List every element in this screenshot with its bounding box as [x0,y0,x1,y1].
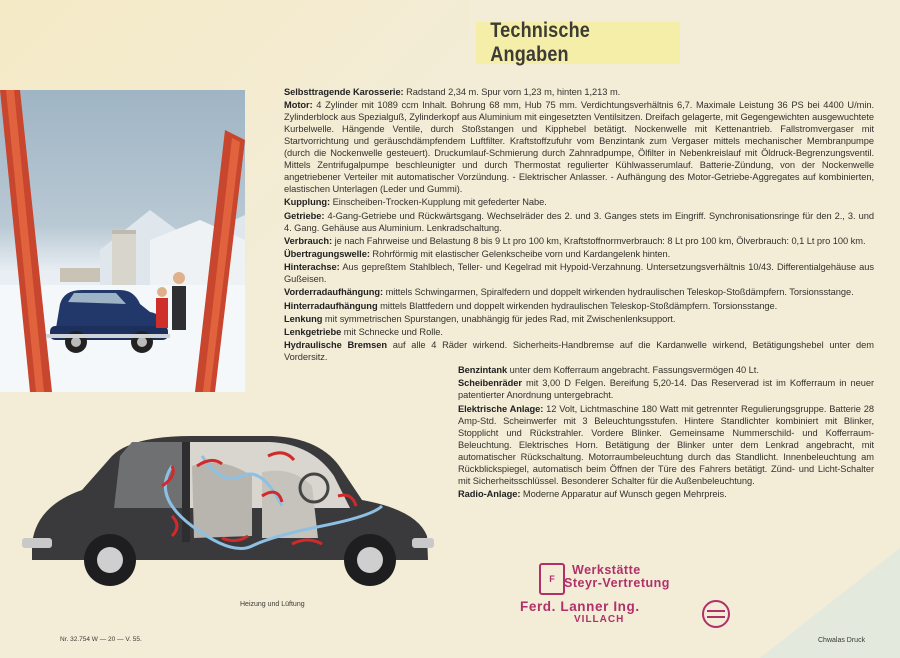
printer-credit: Chwalas Druck [818,637,866,644]
spec-verbrauch: Verbrauch: je nach Fahrweise und Belastung 8 bis 9 Lt pro 100 km, Kraftstoffnormverbrauch: 8 Lt pro 100 km, Ölverbrauch: 0,1 Lt pro 100 km. [284,235,866,246]
spec-bremsen: Hydraulische Bremsen auf alle 4 Räder wirkend. Sicherheits-Handbremse auf die Kardanwelle wirkend, Betätigungshebel unter dem Vordersitz. [284,340,874,363]
winter-scene-illustration [0,90,245,392]
car-cutaway-drawing [22,426,442,596]
dealer-city: VILLACH [574,614,625,625]
spec-lenkgetriebe: Lenkgetriebe mit Schnecke und Rolle. [284,326,443,337]
spec-scheibenraeder: Scheibenräder mit 3,00 D Felgen. Bereifung 5,20-14. Das Reserverad ist im Kofferraum in neuer patentierter Anordnung untergebracht. [458,378,874,401]
title-box [476,19,680,66]
spec-radio: Radio-Anlage: Moderne Apparatur auf Wunsch gegen Mehrpreis. [458,488,727,499]
winter-scene-photo [0,90,245,392]
spec-kupplung: Kupplung: Einscheiben-Trocken-Kupplung mit gefederter Nabe. [284,197,547,208]
dealer-name: Ferd. Lanner Ing. [520,599,640,614]
fiat-badge-icon: F [539,563,565,595]
spec-elektrische-anlage: Elektrische Anlage: 12 Volt, Lichtmaschine 180 Watt mit getrennter Regulierungsgruppe. Batterie 28 Amp-Std. Scheinwerfer mit 3 Beleuchtungsstufen. Hintere Standlichter kombiniert mit Blinker, Stopplicht und Rückstrahler. Vordere Blinker. Gemeinsame Nummerschild- und Kofferraum-Beleuchtung. Elektrisches Horn. Betätigung der Blinker unter dem Lenkrad angebracht, mit automatischer Rückschaltung. Motorraumbeleuchtung durch das Standlicht. Innenbeleuchtung am Rückblickspiegel, automatisch beim Öffnen der Türe des Fahrers betätigt. Zünd- und Licht-Schalter mit Sicherheitsschlüssel. Besonderer Schalter für die Außenbeleuchtung. [458,403,874,486]
print-number: Nr. 32.754 W — 20 — V. 55. [60,636,142,643]
spec-karosserie: Selbsttragende Karosserie: Radstand 2,34 m. Spur vorn 1,23 m, hinten 1,213 m. [284,87,621,97]
car-heating-ventilation-illustration [22,426,442,596]
spec-hinterradaufhaengung: Hinterradaufhängung mittels Blattfedern und doppelt wirkenden hydraulischen Teleskop-Stoßdämpfern. Torsionsstange. [284,300,778,311]
spec-benzintank: Benzintank unter dem Kofferraum angebracht. Fassungsvermögen 40 Lt. [458,365,759,376]
spec-getriebe: Getriebe: 4-Gang-Getriebe und Rückwärtsgang. Wechselräder des 2. und 3. Ganges stets im Eingriff. Synchronisationsringe für den 2., 3. und 4. Gang. Gehäuse aus Aluminium. Lenkradschaltung. [284,210,874,233]
steyr-logo-icon [702,600,730,628]
page-title: Technische Angaben [490,19,591,66]
spec-motor: Motor: 4 Zylinder mit 1089 ccm Inhalt. Bohrung 68 mm, Hub 75 mm. Verdichtungsverhältnis 6,7. Maximale Leistung 36 PS bei 4400 U/min. Zylinderblock aus Spezialguß, Zylinderkopf aus Aluminium mit eingesetzten Ventilsitzen. Dreifach gelagerte, mit Gegengewichten ausgewuchtete Kurbelwelle. Hängende Ventile, durch Stoßstangen und Kipphebel betätigt. Nockenwelle mit Kettenantrieb. Fallstromvergaser mit Startvorrichtung und geräuschdämpfendem Luftfilter. Kraftstoffzufuhr vom Benzintank zum Vergaser mittels mechanischer Membranpumpe (durch die Nockenwelle gesteuert). Druckumlauf-Schmierung durch Zahnradpumpe, Ölfilter in Nebenkreislauf mit Öldruck-Begrenzungsventil. Mittels Zentrifugalpumpe beschleunigter und durch Thermostat regulierter Kühlwasserumlauf. Batterie-Zündung, von der Nockenwelle angetriebener Verteiler mit automatischer Vorzündung. - Elektrischer Anlasser. - Aufhängung des Motor-Getriebe-Aggregates auf kombinierten, elastischen Unterlagen (Leder und Gummi). [284,100,874,195]
dealer-stamp [520,563,730,633]
spec-uebertragungswelle: Übertragungswelle: Rohrförmig mit elastischer Gelenkscheibe vorn und Kardangelenk hinten. [284,248,671,259]
spec-vorderradaufhaengung: Vorderradaufhängung: mittels Schwingarmen, Spiralfedern und doppelt wirkenden hydraulischen Teleskop-Stoßdämpfern. Torsionsstange. [284,287,854,298]
dealer-line-vertretung: Steyr-Vertretung [564,576,670,590]
spec-hinterachse: Hinterachse: Aus gepreßtem Stahlblech, Teller- und Kegelrad mit Hypoid-Verzahnung. Untersetzungsverhältnis 10/43. Differentialgehäuse aus Gußeisen. [284,262,874,285]
spec-lenkung: Lenkung mit symmetrischen Spurstangen, unabhängig für jedes Rad, mit Zwischenlenksupport. [284,313,676,324]
dealer-line-werkstaette: Werkstätte [572,563,641,577]
illustration-caption: Heizung und Lüftung [240,601,305,608]
